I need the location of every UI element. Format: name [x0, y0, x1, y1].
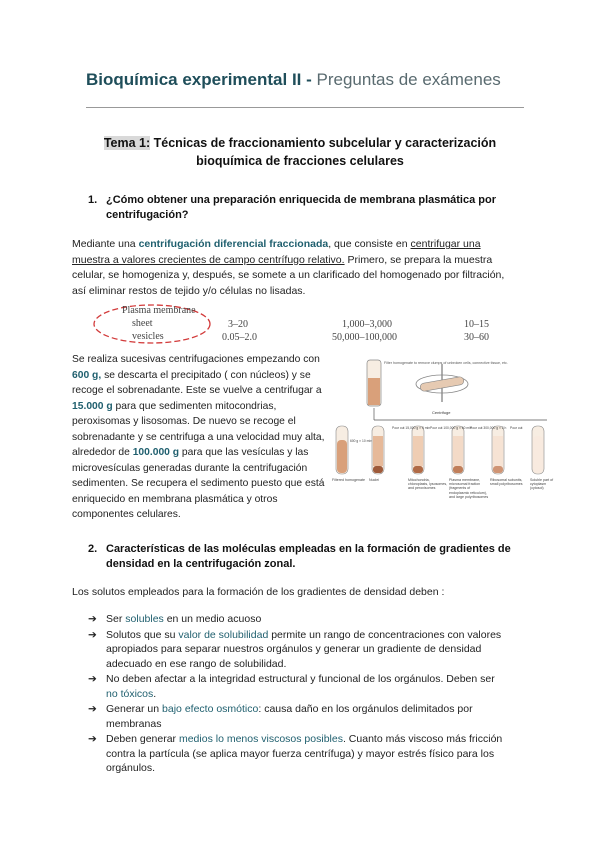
caption-filtered: Filtered homogenate	[332, 478, 365, 482]
p2-line1: Se realiza sucesivas centrifugaciones empezando con	[72, 354, 320, 365]
p2-line5: peroxisomas y lisosomas. De nuevo se recoge el	[72, 416, 296, 427]
homogenate-fill	[368, 378, 380, 405]
tube-nuclei	[372, 426, 384, 474]
list-item: ➔ Generar un bajo efecto osmótico: causa daño en los orgánulos delimitados por membranas	[88, 703, 473, 730]
tube-homogenate	[336, 426, 348, 474]
p2-speed-100000: 100.000 g	[132, 447, 180, 458]
section-label: Tema 1:	[103, 136, 151, 150]
list-item: ➔ Deben generar medios lo menos viscosos posibles. Cuanto más viscoso más fricción contra la partícula (se aplica mayor fuerza centrífuga) y mayor estrés físico para los orgánulos.	[88, 733, 503, 774]
p2-line7c: para que las vesículas y las	[179, 447, 309, 458]
figure-top-note: Filter homogenate to remove clumps of unbroken cells, connective tissue, etc.	[384, 361, 508, 365]
p2-line2: se descarta el precipitado ( con núcleos) y se	[101, 369, 311, 381]
p2-line6: sobrenadante y se centrifuga a una velocidad muy alta,	[72, 431, 325, 443]
table-cell-3b: 30–60	[464, 332, 489, 343]
arrow-icon: ➔	[88, 703, 97, 715]
question-2-line2: densidad en la centrifugación zonal.	[106, 558, 296, 570]
caption-nuclei: Nuclei	[369, 478, 379, 482]
p1-highlight-method: centrifugación diferencial fraccionada	[138, 238, 329, 250]
arrow-icon: ➔	[88, 733, 97, 745]
document-title	[86, 70, 526, 90]
caption-mitochondria: Mitochondria, chloroplasts, lysosomes, and peroxisomes	[408, 478, 448, 491]
p2-line4: para que sedimenten mitocondrias,	[112, 400, 277, 412]
question-1-number: 1.	[88, 194, 98, 206]
tube-cytosol	[532, 426, 544, 474]
p1-text-h: así eliminar restos de tejido y/o células no lisadas.	[72, 284, 306, 297]
table-cell-2a: 1,000–3,000	[342, 319, 392, 330]
p2-line7a: alrededor de	[72, 447, 133, 458]
pour4-label: Pour out	[510, 426, 523, 430]
highlight-viscosity: medios lo menos viscosos posibles	[178, 733, 343, 745]
title-main: Bioquímica experimental II -	[86, 70, 312, 89]
table-label-3: vesicles	[132, 331, 164, 342]
p2-speed-15000: 15.000 g	[72, 400, 113, 412]
question-1-line2: centrifugación?	[106, 209, 189, 221]
question-2-line1: Características de las moléculas empleadas en la formación de gradientes de	[106, 543, 511, 555]
question-1-line1: ¿Cómo obtener una preparación enriquecida de membrana plasmática por	[106, 194, 496, 206]
list-item: ➔ Solutos que su valor de solubilidad permite un rango de concentraciones con valores apropiados para separar nuestros orgánulos y generar un gradiente de densidad adecuado en ese rango de solubilidad.	[88, 628, 502, 670]
tube-plasma-membrane	[452, 426, 464, 474]
pour3-label: Pour out 300,000 g × 2 h	[470, 426, 507, 430]
list-item: ➔ Ser solubles en un medio acuoso	[88, 613, 262, 625]
caption-cytosol: Soluble part of cytoplasm (cytosol)	[530, 478, 554, 491]
tube-mitochondria	[412, 426, 424, 474]
p2-speed-600: 600 g,	[72, 369, 102, 381]
p2-line9: sedimenten. Se recupera el sedimento puesto que está	[72, 478, 325, 489]
arrow-icon: ➔	[88, 673, 97, 685]
highlight-osmotic: bajo efecto osmótico	[162, 703, 259, 715]
section-title-line2: bioquímica de fracciones celulares	[196, 154, 404, 168]
table-label-1: Plasma membrane	[122, 305, 196, 316]
highlight-solubles: solubles	[125, 613, 164, 625]
question-2-number: 2.	[88, 543, 98, 555]
caption-plasma-membrane: Plasma membrane, microsomal fraction (fragments of endoplasmic reticulum), and large polyribosomes	[449, 478, 489, 499]
table-cell-1b: 0.05–2.0	[222, 332, 257, 343]
centrifuge-rotor	[416, 364, 468, 415]
paragraph-solutes: Los solutos empleados para la formación de los gradientes de densidad deben :	[72, 586, 445, 598]
density-table-excerpt	[92, 302, 532, 346]
arrow-icon: ➔	[88, 628, 97, 641]
p1-text-f: Primero, se prepara la muestra	[344, 253, 493, 266]
centrifugation-diagram	[332, 356, 554, 532]
p1-text-c: , que consiste en	[328, 238, 411, 250]
p1-underline-b: muestra a valores crecientes de campo centrífugo relativo.	[72, 253, 345, 266]
tube-ribosomes	[492, 426, 504, 474]
highlight-non-toxic: no tóxicos	[106, 687, 154, 700]
caption-ribosomes: Ribosomal subunits, small polyribosomes	[490, 478, 523, 487]
p1-underline-a: centrifugar una	[410, 238, 481, 250]
question-2	[88, 542, 528, 572]
p2-line10: enriquecido en membrana plasmática y otros	[72, 493, 278, 505]
low-speed-label: 600 g × 10 min	[350, 439, 372, 443]
pour1-label: Pour out 15,000 g × 5 min	[392, 426, 431, 430]
pour2-label: Pour out 100,000 g × 60 min	[430, 426, 472, 430]
table-cell-1a: 3–20	[228, 319, 248, 330]
requirements-list	[88, 612, 528, 777]
table-label-2: sheet	[132, 318, 153, 329]
title-divider	[86, 107, 524, 108]
highlight-solubility: valor de solubilidad	[178, 628, 269, 641]
centrifuge-label: Centrifuge	[432, 410, 451, 415]
p1-text-g: celular, se homogeniza y, después, se somete a un clarificado del homogenado por filtración,	[72, 269, 505, 281]
paragraph-procedure	[72, 352, 337, 523]
title-subtitle: Preguntas de exámenes	[311, 70, 501, 89]
list-item: ➔ No deben afectar a la integridad estructural y funcional de los orgánulos. Deben ser no tóxicos.	[88, 673, 495, 700]
table-cell-2b: 50,000–100,000	[332, 332, 397, 343]
p2-line8: microvesículas generadas durante la centrifugación	[72, 462, 308, 474]
section-heading	[70, 134, 530, 170]
question-1	[88, 193, 528, 223]
p1-text-a: Mediante una	[72, 238, 139, 250]
table-cell-3a: 10–15	[464, 319, 489, 330]
p2-line11: componentes celulares.	[72, 509, 181, 520]
p2-line3: recoge el sobrenadante. Este se vuelve a centrifugar a	[72, 385, 322, 396]
section-title-line1: Técnicas de fraccionamiento subcelular y caracterización	[150, 136, 497, 150]
arrow-icon: ➔	[88, 613, 97, 625]
paragraph-method	[72, 237, 528, 299]
